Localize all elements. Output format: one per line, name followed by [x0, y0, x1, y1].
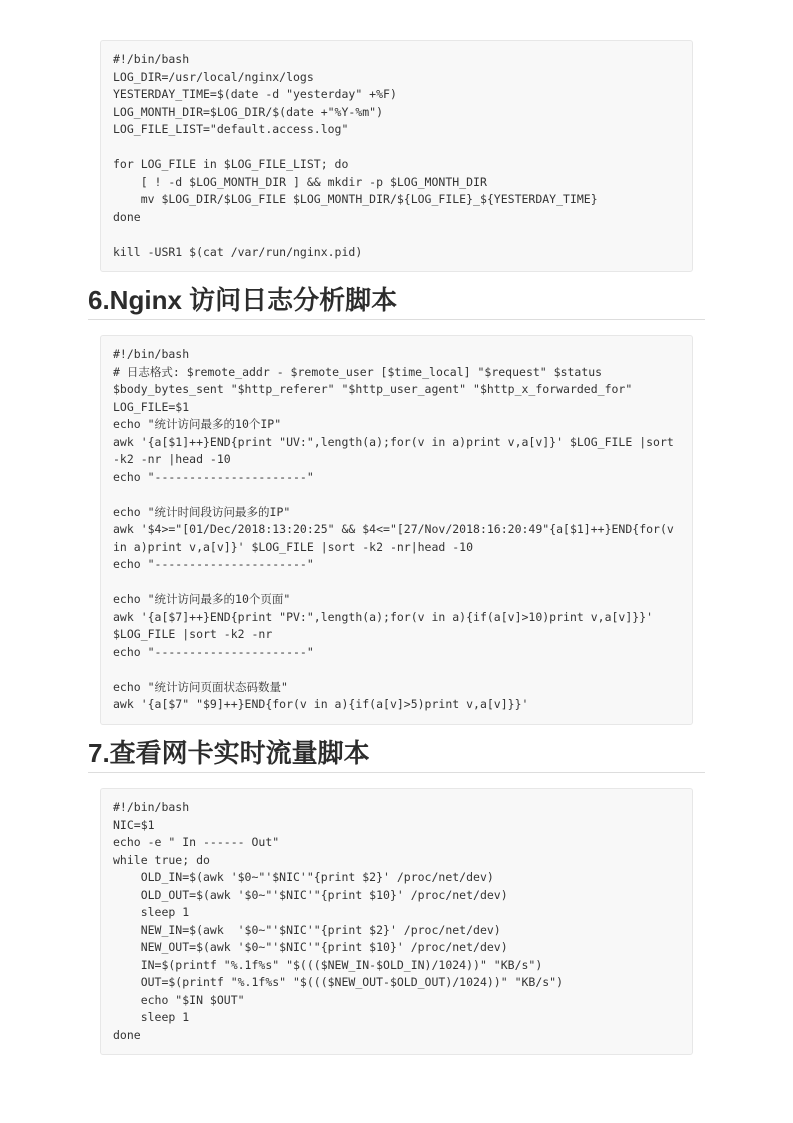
code-line: done: [113, 1027, 141, 1042]
section-heading-nic-realtime-traffic: 7.查看网卡实时流量脚本: [88, 740, 705, 773]
code-line: -k2 -nr |head -10: [113, 452, 231, 467]
section-nic-realtime-traffic: [88, 737, 705, 1055]
code-line: awk '$4>="[01/Dec/2018:13:20:25" && $4<="[27/Nov/2018:16:20:49"{a[$1]++}END{for(v: [113, 522, 674, 537]
section-nginx-log-cut: [88, 40, 705, 272]
code-line: [113, 226, 680, 244]
code-line: # 日志格式: $remote_addr - $remote_user [$time_local] "$request" $status: [113, 364, 603, 379]
code-line: [ ! -d $LOG_MONTH_DIR ] && mkdir -p $LOG_MONTH_DIR: [113, 174, 487, 189]
code-line: kill -USR1 $(cat /var/run/nginx.pid): [113, 244, 363, 259]
section-heading-nginx-log-analysis: 6.Nginx 访问日志分析脚本: [88, 287, 705, 320]
code-line: OLD_IN=$(awk '$0~"'$NIC'"{print $2}' /proc/net/dev): [113, 870, 494, 885]
code-line: [113, 574, 680, 592]
code-line: echo "$IN $OUT": [113, 992, 245, 1007]
code-line: for LOG_FILE in $LOG_FILE_LIST; do: [113, 157, 349, 171]
code-line: #!/bin/bash: [113, 52, 190, 66]
code-block-nginx-log-analysis: [100, 335, 693, 725]
code-line: done: [113, 209, 141, 224]
code-line: NEW_IN=$(awk '$0~"'$NIC'"{print $2}' /proc/net/dev): [113, 922, 501, 937]
code-line: $body_bytes_sent "$http_referer" "$http_user_agent" "$http_x_forwarded_for": [113, 382, 633, 397]
code-line: LOG_DIR=/usr/local/nginx/logs: [113, 69, 314, 84]
code-line: in a)print v,a[v]}' $LOG_FILE |sort -k2 -nr|head -10: [113, 539, 474, 554]
code-line: echo "----------------------": [113, 644, 314, 659]
code-line: mv $LOG_DIR/$LOG_FILE $LOG_MONTH_DIR/${LOG_FILE}_${YESTERDAY_TIME}: [113, 192, 598, 206]
code-line: #!/bin/bash: [113, 347, 190, 362]
code-line: echo "统计访问最多的10个IP": [113, 417, 282, 432]
code-line: echo "----------------------": [113, 557, 314, 572]
code-line: #!/bin/bash: [113, 800, 190, 815]
code-line: [113, 661, 680, 679]
code-line: sleep 1: [113, 1010, 190, 1025]
code-line: [113, 139, 680, 157]
code-line: echo "统计时间段访问最多的IP": [113, 504, 291, 519]
code-line: OLD_OUT=$(awk '$0~"'$NIC'"{print $10}' /proc/net/dev): [113, 887, 508, 902]
code-line: while true; do: [113, 852, 210, 867]
code-line: OUT=$(printf "%.1f%s" "$((($NEW_OUT-$OLD_OUT)/1024))" "KB/s"): [113, 975, 564, 990]
code-line: awk '{a[$7" "$9]++}END{for(v in a){if(a[v]>5)print v,a[v]}}': [113, 697, 529, 712]
code-line: awk '{a[$1]++}END{print "UV:",length(a);for(v in a)print v,a[v]}' $LOG_FILE |sort: [113, 434, 674, 449]
code-line: NIC=$1: [113, 817, 155, 832]
code-line: $LOG_FILE |sort -k2 -nr: [113, 627, 273, 642]
code-block-nic-realtime-traffic: [100, 788, 693, 1055]
code-line: echo "----------------------": [113, 469, 314, 484]
code-line: NEW_OUT=$(awk '$0~"'$NIC'"{print $10}' /proc/net/dev): [113, 940, 508, 955]
code-line: [113, 486, 680, 504]
code-line: IN=$(printf "%.1f%s" "$((($NEW_IN-$OLD_IN)/1024))" "KB/s"): [113, 957, 543, 972]
code-line: echo "统计访问页面状态码数量": [113, 679, 288, 694]
section-nginx-log-analysis: [88, 287, 705, 725]
code-line: LOG_FILE=$1: [113, 399, 190, 414]
code-line: echo -e " In ------ Out": [113, 835, 280, 850]
code-block-nginx-log-cut: [100, 40, 693, 272]
code-line: YESTERDAY_TIME=$(date -d "yesterday" +%F): [113, 87, 397, 101]
code-line: LOG_FILE_LIST="default.access.log": [113, 122, 349, 136]
code-line: sleep 1: [113, 905, 190, 920]
code-line: awk '{a[$7]++}END{print "PV:",length(a);for(v in a){if(a[v]>10)print v,a[v]}}': [113, 609, 654, 624]
code-line: echo "统计访问最多的10个页面": [113, 592, 291, 607]
code-line: LOG_MONTH_DIR=$LOG_DIR/$(date +"%Y-%m"): [113, 104, 384, 119]
